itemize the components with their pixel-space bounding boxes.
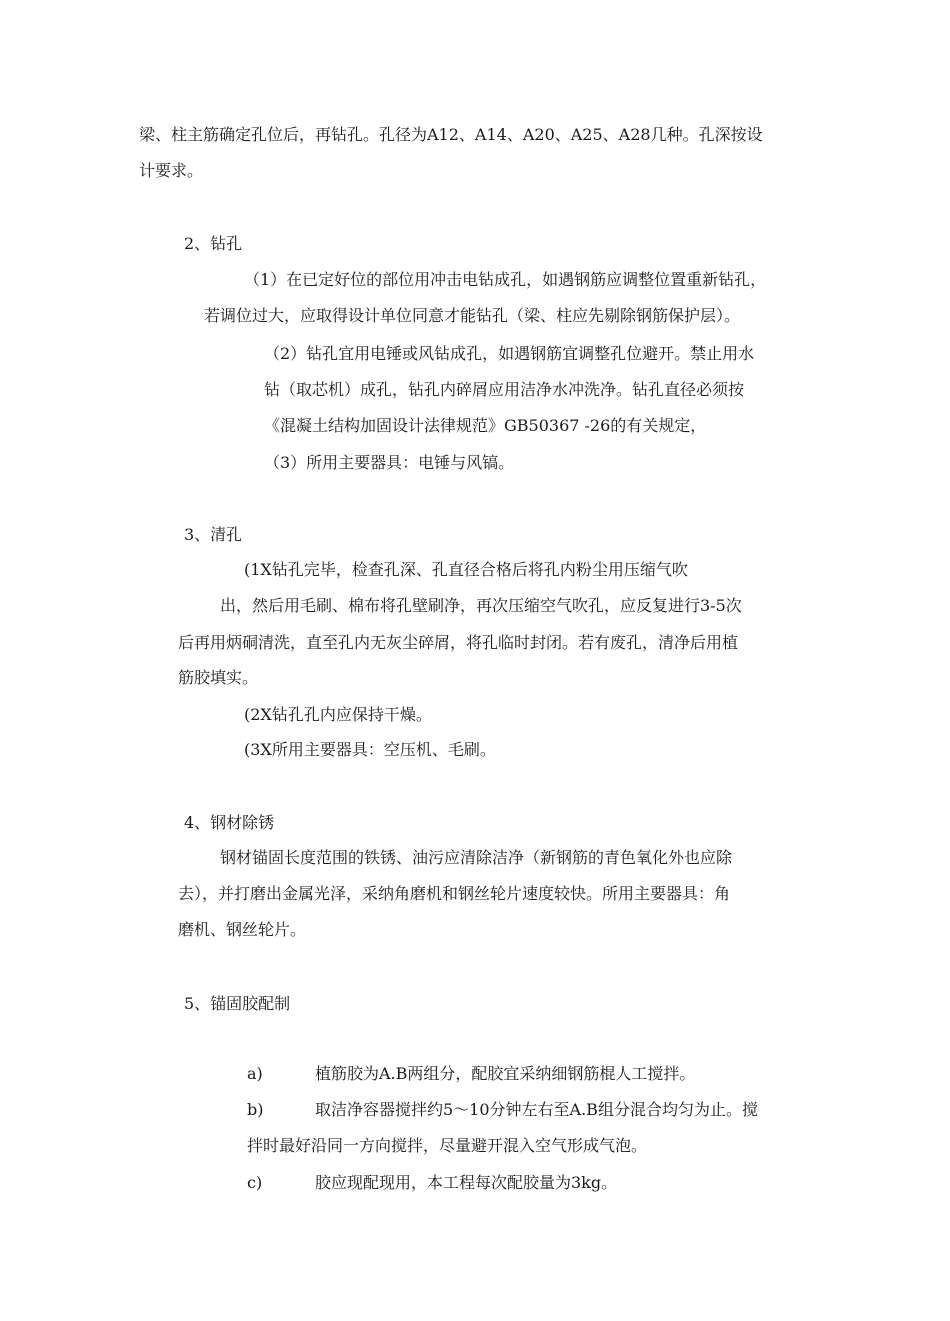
section-3-p1-line-3: 后再用炳硐清洗，直至孔内无灰尘碎屑，将孔临时封闭。若有废孔，清净后用植 bbox=[178, 633, 739, 652]
section-2-p3: （3）所用主要器具：电锤与风镐。 bbox=[264, 453, 515, 472]
section-3-heading: 3、清孔 bbox=[184, 525, 243, 544]
intro-line-2: 计要求。 bbox=[139, 161, 204, 180]
section-3-p1-line-2: 出，然后用毛刷、棉布将孔壁刷净，再次压缩空气吹孔，应反复进行3-5次 bbox=[220, 596, 742, 615]
section-5-heading: 5、锚固胶配制 bbox=[184, 994, 291, 1013]
list-item-a-text: 植筋胶为A.B两组分，配胶宜采纳细钢筋棍人工搅拌。 bbox=[315, 1064, 696, 1083]
section-4-heading: 4、钢材除锈 bbox=[184, 813, 275, 832]
list-item-b-text: 取洁净容器搅拌约5〜10分钟左右至A.B组分混合均匀为止。搅 bbox=[315, 1100, 758, 1119]
list-item-b-continuation: 拌时最好沿同一方向搅拌，尽量避开混入空气形成气泡。 bbox=[247, 1136, 648, 1155]
section-2-p1-line-2: 若调位过大，应取得设计单位同意才能钻孔（梁、柱应先剔除钢筋保护层）。 bbox=[204, 306, 741, 325]
section-2-p1-line-1: （1）在已定好位的部位用冲击电钻成孔，如遇钢筋应调整位置重新钻孔， bbox=[244, 270, 767, 289]
list-item-c-label: c) bbox=[247, 1173, 263, 1192]
intro-line-1: 梁、柱主筋确定孔位后，再钻孔。孔径为A12、A14、A20、A25、A28几种。孔深按设 bbox=[139, 125, 763, 144]
list-item-b-label: b) bbox=[247, 1100, 264, 1119]
section-2-p2-line-1: （2）钻孔宜用电锤或风钻成孔，如遇钢筋宜调整孔位避开。禁止用水 bbox=[264, 344, 755, 363]
section-3-p1-line-1: (1X钻孔完毕，检查孔深、孔直径合格后将孔内粉尘用压缩气吹 bbox=[244, 560, 688, 579]
section-4-line-2: 去），并打磨出金属光泽，采纳角磨机和钢丝轮片速度较快。所用主要器具：角 bbox=[178, 884, 731, 903]
section-2-p2-line-2: 钻（取芯机）成孔，钻孔内碎屑应用洁净水冲洗净。钻孔直径必须按 bbox=[264, 380, 745, 399]
section-2-p2-line-3: 《混凝土结构加固设计法律规范》GB50367 -26的有关规定， bbox=[264, 416, 707, 435]
list-item-c-text: 胶应现配现用，本工程每次配胶量为3kg。 bbox=[315, 1173, 618, 1192]
section-3-p3: (3X所用主要器具：空压机、毛刷。 bbox=[244, 740, 496, 759]
section-2-heading: 2、钻孔 bbox=[184, 234, 243, 253]
section-4-line-3: 磨机、钢丝轮片。 bbox=[178, 920, 307, 939]
section-4-line-1: 钢材锚固长度范围的铁锈、油污应清除洁净（新钢筋的青色氧化外也应除 bbox=[220, 848, 733, 867]
section-3-p1-line-4: 筋胶填实。 bbox=[178, 668, 259, 687]
list-item-a-label: a) bbox=[247, 1064, 263, 1083]
section-3-p2: (2X钻孔孔内应保持干燥。 bbox=[244, 705, 432, 724]
